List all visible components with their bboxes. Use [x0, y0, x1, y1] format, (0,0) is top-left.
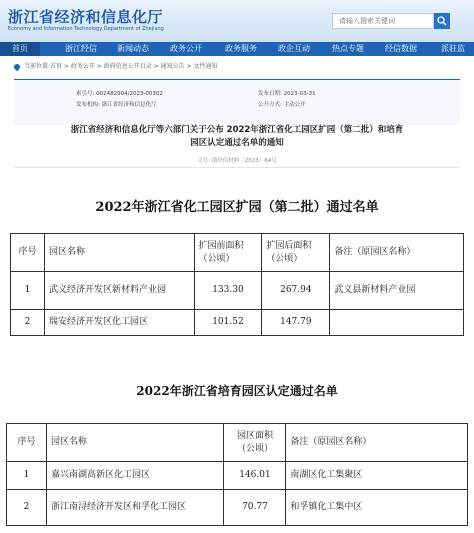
table-cell: 2 [7, 490, 47, 526]
divider [14, 167, 460, 168]
table2 [6, 423, 468, 526]
table-header-cell: 序号 [7, 424, 47, 462]
document-title-line1: 浙江省经济和信息化厅等六部门关于公布 2022年浙江省化工园区扩园（第二批）和培育 [70, 125, 404, 135]
table-cell: 70.77 [224, 490, 286, 526]
document-title-line2: 园区认定通过名单的通知 [190, 138, 284, 148]
table1-title: 2022年浙江省化工园区扩园（第二批）通过名单 [95, 200, 379, 215]
table-cell: 武义经济开发区新材料产业园 [44, 272, 194, 310]
search-input[interactable] [332, 13, 434, 29]
meta-index-no: 索引号: 002482904/2023-00302 [76, 91, 163, 97]
document-meta [14, 79, 460, 125]
table-row [7, 462, 468, 490]
table-cell: 和孚镇化工集中区 [286, 490, 468, 526]
meta-disclosure: 公开方式: 主动公开 [258, 102, 306, 108]
table-row [7, 490, 468, 526]
table-header-cell: 园区名称 [46, 424, 224, 462]
table-cell: 南湖区化工集聚区 [286, 462, 468, 490]
table-cell [330, 310, 464, 336]
table-cell: 2 [11, 310, 45, 336]
table-header-row [7, 424, 468, 462]
nav-item-interaction[interactable]: 政企互动 [278, 44, 310, 53]
table2-title: 2022年浙江省培育园区认定通过名单 [136, 384, 338, 398]
meta-publisher: 发布机构: 浙江省经济和信息化厅 [76, 102, 157, 108]
search-icon [437, 16, 447, 26]
table-cell: 1 [7, 462, 47, 490]
table-cell: 瑞安经济开发区化工园区 [44, 310, 194, 336]
meta-publish-date: 发布日期: 2023-03-31 [258, 91, 316, 97]
table-header-cell: 园区面积（公顷） [224, 424, 286, 462]
logo-title: 浙江省经济和信息化厅 [8, 8, 164, 26]
table1 [10, 233, 464, 336]
table-header-cell: 备注（原园区名称） [286, 424, 468, 462]
table-row [11, 272, 464, 310]
table-cell: 133.30 [194, 272, 262, 310]
table-cell: 147.79 [262, 310, 330, 336]
table-header-cell: 序号 [11, 234, 45, 272]
nav-item-supervision[interactable]: 派驻监 [441, 44, 465, 53]
table-cell: 武义县新材料产业园 [330, 272, 464, 310]
nav-item-zhejiang-jingxin[interactable]: 浙江经信 [65, 44, 97, 53]
document-number: 文号: 浙经信材料〔2023〕84号 [197, 158, 277, 164]
document-title [14, 124, 460, 150]
nav-item-home[interactable]: 首页 [0, 42, 40, 56]
table-cell: 嘉兴南湖高新区化工园区 [46, 462, 224, 490]
nav-item-data[interactable]: 经信数据 [385, 44, 417, 53]
table-header-cell: 备注（原园区名称） [330, 234, 464, 272]
location-pin-icon [13, 62, 21, 70]
logo-subtitle: Economy and Information Technology Department of Zhejiang [8, 26, 164, 32]
site-logo[interactable] [8, 6, 238, 36]
breadcrumb [14, 61, 217, 73]
nav-item-gov-affairs[interactable]: 政务公开 [170, 44, 202, 53]
table-cell: 146.01 [224, 462, 286, 490]
table-cell: 浙江南浔经济开发区和孚化工园区 [46, 490, 224, 526]
table-header-cell: 园区名称 [44, 234, 194, 272]
table-header-cell: 扩园前面积（公顷） [194, 234, 262, 272]
breadcrumb-text[interactable]: 当前位置:首页 > 政务公开 > 政府信息公开目录 > 通知公告 > 文件通知 [24, 63, 218, 70]
table-header-row [11, 234, 464, 272]
table-cell: 267.94 [262, 272, 330, 310]
table-cell: 101.52 [194, 310, 262, 336]
nav-item-gov-services[interactable]: 政务服务 [225, 44, 257, 53]
site-header [0, 0, 474, 42]
table-cell: 1 [11, 272, 45, 310]
search-button[interactable] [434, 13, 450, 29]
table-header-cell: 扩园后面积（公顷） [262, 234, 330, 272]
table-row [11, 310, 464, 336]
nav-item-topics[interactable]: 热点专题 [332, 44, 364, 53]
nav-item-news[interactable]: 新闻动态 [117, 44, 149, 53]
main-nav [0, 42, 474, 56]
